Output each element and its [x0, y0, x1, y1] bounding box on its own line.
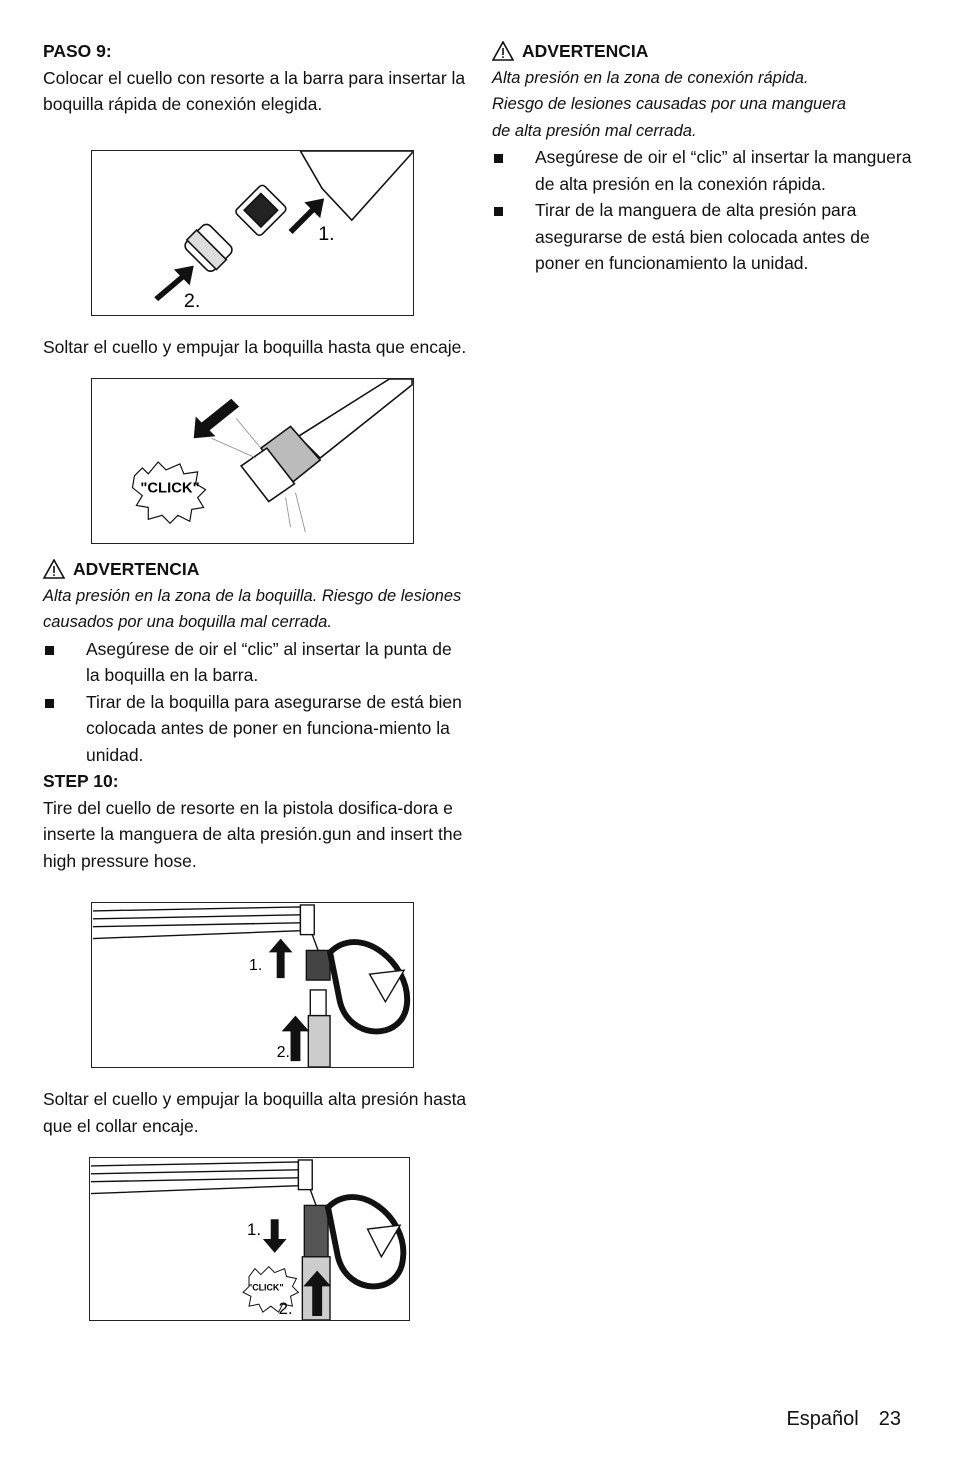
step9-text: Colocar el cuello con resorte a la barra para insertar la boquilla rápida de conexión elegida.	[43, 67, 466, 114]
right-column	[492, 38, 912, 277]
fig2-click-label: "CLICK"	[140, 480, 200, 497]
right-warning-title: ADVERTENCIA	[522, 41, 649, 61]
fig3-label-1: 1.	[249, 957, 263, 975]
fig4-click-label: "CLICK"	[248, 1282, 284, 1293]
left-warning-title: ADVERTENCIA	[73, 559, 200, 579]
nozzle-insert-illustration	[92, 151, 413, 315]
figure-hose-insert	[91, 902, 414, 1068]
fig4-label-2: 2.	[278, 1299, 293, 1319]
step10-text: Tire del cuello de resorte en la pistola dosifica-dora e inserte la manguera de alta presión.gun and insert the high pressure hose.	[43, 797, 463, 871]
left-warning-heading	[43, 556, 468, 583]
figure-nozzle-insert	[91, 150, 414, 316]
left-warning-italic: Alta presión en la zona de la boquilla. Riesgo de lesiones causados por una boquilla mal cerrada.	[43, 586, 462, 631]
left-warning-bullet-1: Asegúrese de oir el “clic” al insertar la punta de la boquilla en la barra.	[43, 636, 468, 689]
arrow-down-1-icon	[263, 1219, 287, 1253]
left-column	[43, 38, 468, 1321]
left-warning-bullets	[43, 636, 468, 769]
page-footer	[786, 1404, 901, 1434]
hose-click-illustration	[90, 1158, 409, 1320]
after-fig3-text: Soltar el cuello y empujar la boquilla alta presión hasta que el collar encaje.	[43, 1089, 467, 1136]
step10-title: STEP 10:	[43, 771, 119, 791]
fig4-label-1: 1.	[247, 1220, 262, 1240]
figure-nozzle-click	[91, 378, 414, 544]
fig3-label-2: 2.	[276, 1044, 290, 1062]
fig1-label-2: 2.	[183, 289, 201, 312]
arrow-pull-icon	[194, 399, 239, 439]
right-warning-bullet-1: Asegúrese de oir el “clic” al insertar la manguera de alta presión en la conexión rápida.	[492, 144, 912, 197]
right-warning-bullets	[492, 144, 912, 277]
hose-insert-illustration	[92, 903, 413, 1067]
arrow-up-1-icon	[269, 939, 293, 979]
step9-title: PASO 9:	[43, 41, 112, 61]
warning-triangle-icon	[492, 41, 514, 61]
page-number: 23	[878, 1408, 901, 1430]
warning-triangle-icon	[43, 559, 65, 579]
footer-language: Español	[786, 1408, 859, 1430]
right-warning-italic: Alta presión en la zona de conexión rápida. Riesgo de lesiones causadas por una manguera de alta presión mal cerrada.	[492, 68, 847, 140]
nozzle-click-illustration	[92, 379, 413, 543]
fig1-label-1: 1.	[318, 222, 335, 245]
figure-hose-click	[89, 1157, 410, 1321]
right-warning-bullet-2: Tirar de la manguera de alta presión para asegurarse de está bien colocada antes de poner en funcionamiento la unidad.	[492, 197, 912, 277]
left-warning-bullet-2: Tirar de la boquilla para asegurarse de está bien colocada antes de poner en funciona-miento la unidad.	[43, 689, 468, 769]
after-fig1-text: Soltar el cuello y empujar la boquilla hasta que encaje.	[43, 336, 467, 357]
right-warning-heading	[492, 38, 912, 65]
